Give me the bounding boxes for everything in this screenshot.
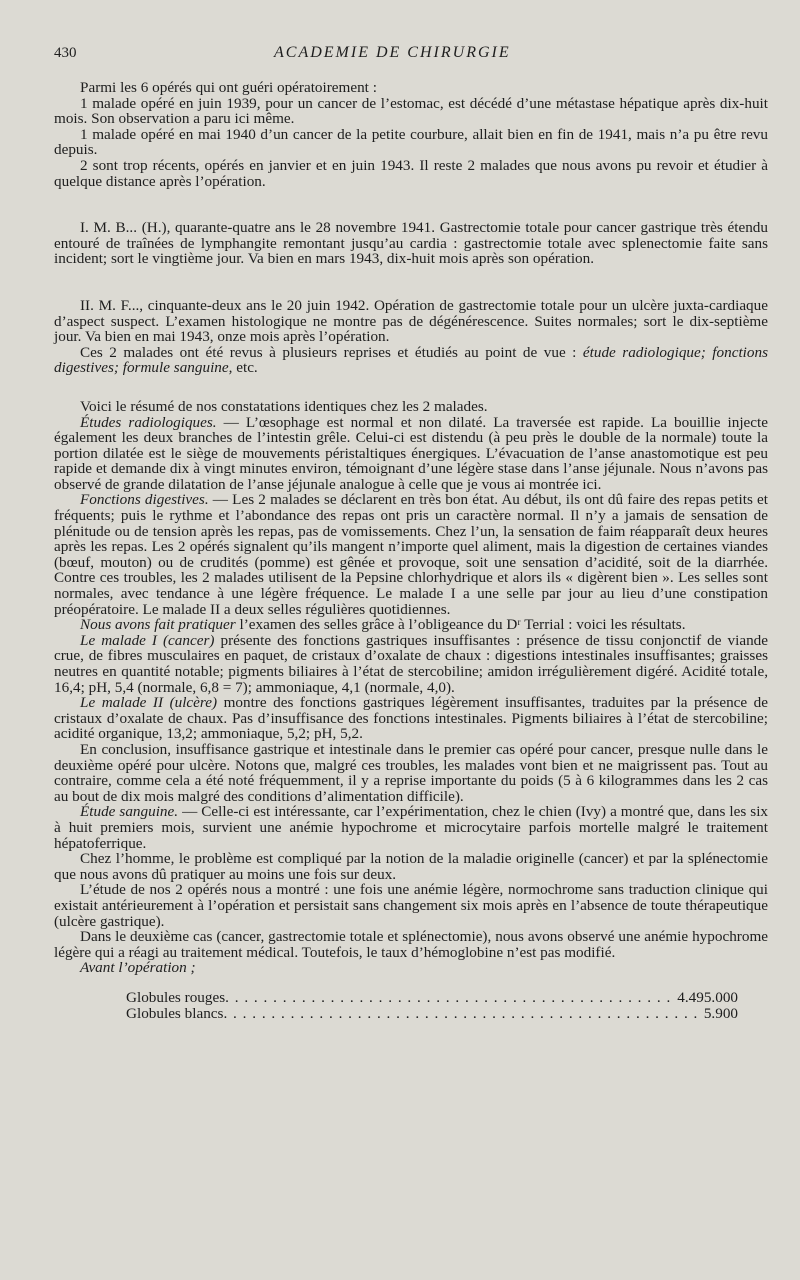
- text-run: l’examen des selles grâce à l’obligeance du Dʳ Terrial : voici les résultats.: [235, 616, 686, 634]
- row-value: 4.495.000: [677, 988, 738, 1006]
- text-run: — Les 2 malades se déclarent en très bon état. Au début, ils ont dû faire des repas petits et fréquents; puis le rythme et l’abondance des repas ont pris un caractère normal. Il n’y a jamais de sensation de plénitude ou de tension après les repas, pas de vomissements. Chez l’un, la sensation de faim réapparaît deux heures après les repas. Les 2 opérés signalent qu’ils mangent n’importe quel aliment, mais la digestion de certaines viandes (bœuf, mouton) ou de crudités (pomme) est gênée et provoque, soit une sensation d’acidité, soit de la diarrhée. Contre ces troubles, les 2 malades utilisent de la Pepsine chlorhydrique et alors ils « digèrent bien ». Les selles sont normales, avec tendance à une légère fréquence. Le malade I a une selle par jour au lieu d’une constipation préopératoire. Le malade II a deux selles régulières quotidiennes.: [54, 491, 768, 618]
- italic-run: Le malade I (cancer): [80, 631, 215, 649]
- text-run: Ces 2 malades ont été revus à plusieurs reprises et étudiés au point de vue :: [80, 343, 583, 361]
- italic-run: Le malade II (ulcère): [80, 694, 218, 712]
- paragraph: Dans le deuxième cas (cancer, gastrectomie totale et splénectomie), nous avons observé une anémie hypochrome légère qui a réagi au traitement médical. Toutefois, le taux d’hémoglobine n’est pas modifié.: [54, 928, 768, 961]
- italic-run: étude radiologique; fonctions digestives; formule sanguine,: [54, 343, 768, 377]
- paragraph: [54, 345, 768, 376]
- text-run: etc.: [232, 359, 258, 377]
- row-label: Globules rouges: [126, 988, 226, 1006]
- blood-count-table: [126, 990, 738, 1022]
- page-number: 430: [54, 45, 77, 61]
- text-run: — Celle-ci est intéressante, car l’expérimentation, chez le chien (Ivy) a montré que, dans les six à huit premiers mois, survient une anémie hypochrome et microcytaire parfois mortelle malgré le traitement hépatoferrique.: [54, 803, 769, 852]
- paragraph: 2 sont trop récents, opérés en janvier et en juin 1943. Il reste 2 malades que nous avons pu revoir et étudier à quelque distance après l’opération.: [54, 156, 768, 190]
- paragraph: 1 malade opéré en mai 1940 d’un cancer de la petite courbure, allait bien en fin de 1941, mais n’a pu être revu depuis.: [54, 125, 768, 159]
- paragraph: [54, 492, 768, 617]
- paragraph: [54, 695, 768, 742]
- dot-leader: [225, 990, 671, 1006]
- case-one-paragraph: I. M. B... (H.), quarante-quatre ans le 28 novembre 1941. Gastrectomie totale pour cancer gastrique très étendu entouré de traînées de lymphangite remontant jusqu’au cardia : gastrectomie totale avec splenectomie faite sans incident; sort le vingtième jour. Va bien en mars 1943, dix-huit mois après son opération.: [54, 219, 768, 268]
- paragraph: En conclusion, insuffisance gastrique et intestinale dans le premier cas opéré pour cancer, presque nulle dans le deuxième opéré pour ulcère. Notons que, malgré ces troubles, les malades vont bien et ne maigrissent pas. Tout au contraire, comme cela a été noté fréquemment, il y a reprise importante du poids (5 à 6 kilogrammes dans les 2 cas au bout de dix mois malgré des conditions d’alimentation difficile).: [54, 740, 768, 805]
- paragraph: Avant l’opération ;: [80, 959, 196, 977]
- row-value: 5.900: [703, 1004, 738, 1022]
- paragraph: L’étude de nos 2 opérés nous a montré : une fois une anémie légère, normochrome sans traduction clinique qui existait antérieurement à l’opération et persistait sans changement six mois après en l’absence de toute thérapeutique (ulcère gastrique).: [54, 881, 768, 930]
- text-run: — L’œsophage est normal et non dilaté. La traversée est rapide. La bouillie injecte également les deux branches de l’intestin grêle. Celui-ci est distendu (à peu près le double de la normale) toute la portion dilatée est le siège de mouvements péristaltiques énergiques. L’évacuation de l’anse anastomotique est peu rapide et demande dix à vingt minutes environ, témoignant d’une légère stase dans l’anse jéjunale. Nous n’avons pas observé de grande dilatation de l’anse jéjunale analogue à celle que je vous ai montrée ici.: [54, 413, 768, 493]
- paragraph: [54, 617, 768, 633]
- paragraph: [54, 633, 768, 695]
- dot-leader: [223, 1006, 697, 1022]
- italic-run: Nous avons fait pratiquer: [80, 616, 236, 634]
- table-row: [126, 1006, 738, 1022]
- section-heading-radiology: Études radiologiques.: [80, 413, 217, 431]
- paragraph: 1 malade opéré en juin 1939, pour un cancer de l’estomac, est décédé d’une métastase hépatique après dix-huit mois. Son observation a paru ici même.: [54, 94, 768, 128]
- paragraph: Chez l’homme, le problème est compliqué par la notion de la maladie originelle (cancer) et par la splénectomie que nous avons dû pratiquer au moins une fois sur deux.: [54, 850, 768, 883]
- section-heading-blood: Étude sanguine.: [80, 803, 179, 821]
- page-header: [54, 44, 768, 70]
- table-row: [126, 990, 738, 1006]
- paragraph: Voici le résumé de nos constatations identiques chez les 2 malades.: [80, 397, 488, 415]
- paragraph: [54, 415, 768, 493]
- case-two-paragraph: II. M. F..., cinquante-deux ans le 20 juin 1942. Opération de gastrectomie totale pour un ulcère juxta-cardiaque d’aspect suspect. L’examen histologique ne montre pas de dégénérescence. Suites normales; sort le dix-septième jour. Va bien en mai 1943, onze mois après l’opération.: [54, 296, 768, 346]
- row-label: Globules blancs: [126, 1004, 224, 1022]
- text-run: montre des fonctions gastriques légèrement insuffisantes, traduites par la présence de cristaux d’oxalate de chaux. Pas d’insuffisance des fonctions intestinales. Pigments biliaires à l’état de stercobiline; acidité organique, 13,2; ammoniaque, 5,2; pH, 5,2.: [54, 694, 768, 743]
- section-heading-digestive: Fonctions digestives.: [80, 491, 209, 509]
- running-head: ACADEMIE DE CHIRURGIE: [274, 44, 511, 61]
- text-run: présente des fonctions gastriques insuffisantes : présence de tissu conjonctif de viande crue, de fibres musculaires en paquet, de cristaux d’oxalate de chaux : digestions intestinales insuffisantes; graisses neutres en quantité notable; pigments biliaires à l’état de stercobiline; amidon irrégulièrement digéré. Acidité totale, 16,4; pH, 5,4 (normale, 6,8 = 7); ammoniaque, 4,1 (normale, 4,0).: [54, 631, 769, 696]
- article-body: [54, 80, 768, 976]
- paragraph: [54, 804, 768, 851]
- paragraph: Parmi les 6 opérés qui ont guéri opératoirement :: [80, 79, 377, 96]
